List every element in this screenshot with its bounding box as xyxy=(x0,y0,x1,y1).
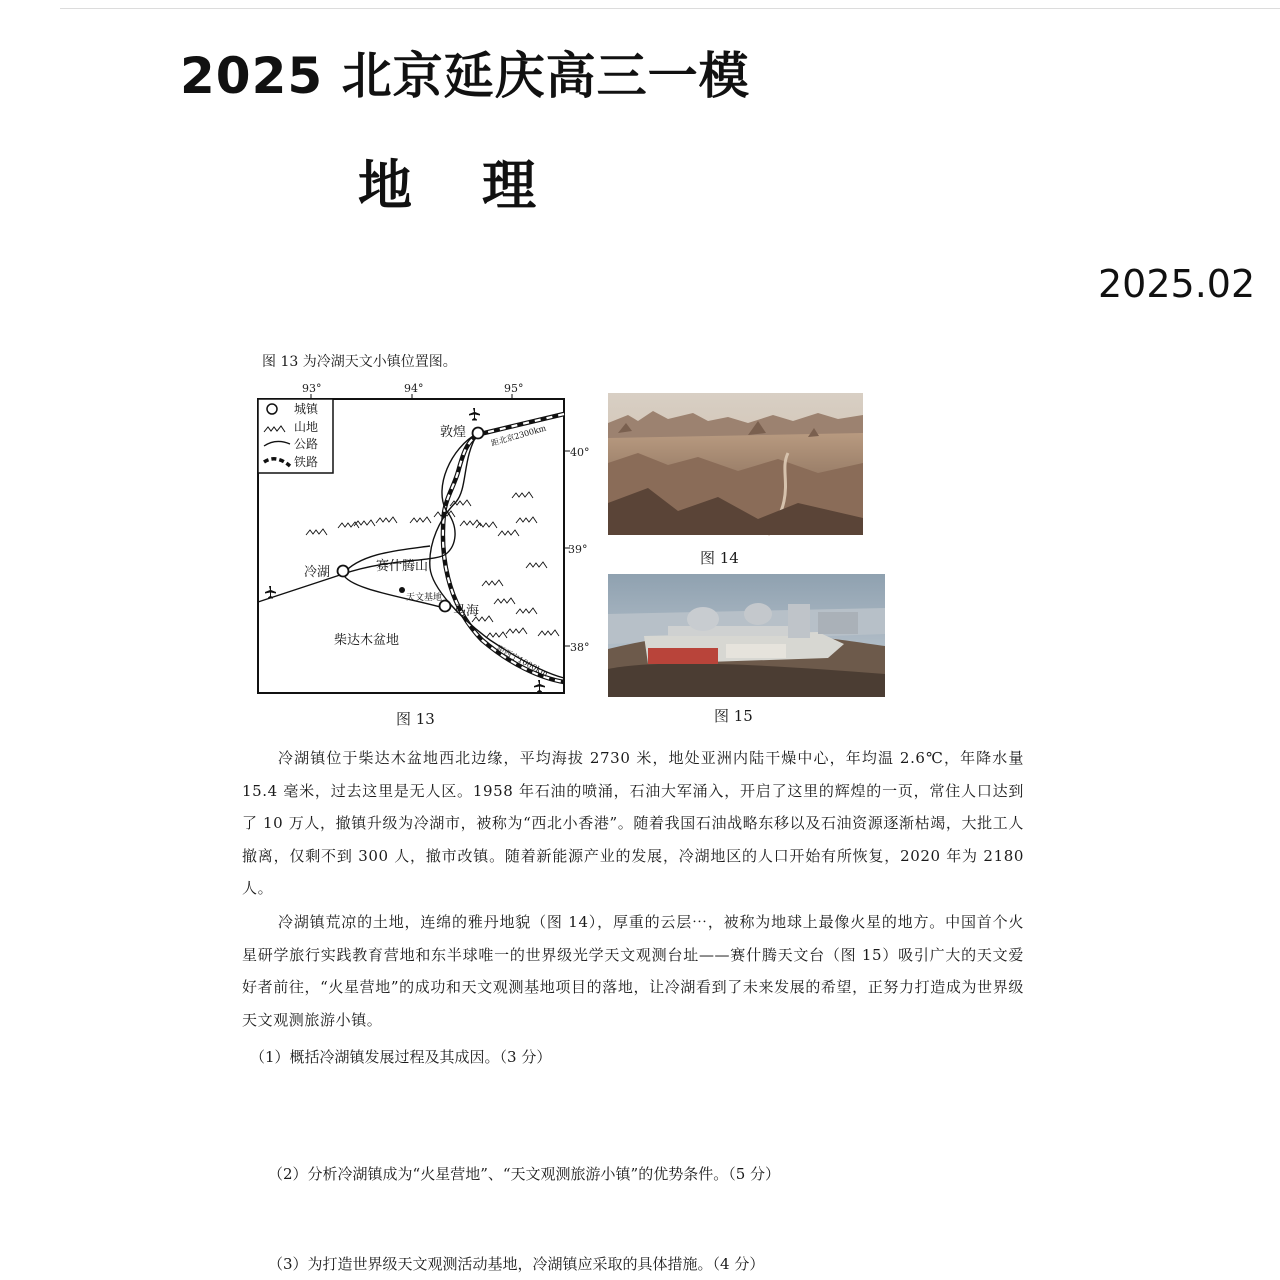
label-dunhuang: 敦煌 xyxy=(440,425,467,440)
question-1: （1）概括冷湖镇发展过程及其成因。（3 分） xyxy=(250,1048,552,1066)
passage-paragraph-1: 冷湖镇位于柴达木盆地西北边缘，平均海拔 2730 米，地处亚洲内陆干燥中心，年均温 2.6℃，年降水量 15.4 毫米，过去这里是无人区。1958 年石油的喷涌，石油大军涌入，开启了这里的辉煌的一页，常住人口达到了 10 万人，撤镇升级为冷湖市，被称为“西北小香港”。随着我国石油战略东移以及石油资源逐渐枯竭，大批工人撤离，仅剩不到 300 人，撤市改镇。随着新能源产业的发展，冷湖地区的人口开始有所恢复，2020 年为 2180 人。 xyxy=(242,749,1024,897)
passage-paragraph-2: 冷湖镇荒凉的土地，连绵的雅丹地貌（图 14），厚重的云层⋯，被称为地球上最像火星的地方。中国首个火星研学旅行实践教育营地和东半球唯一的世界级光学天文观测台址——赛什腾天文台（图 15）吸引广大的天文爱好者前往，“火星营地”的成功和天文观测基地项目的落地，让冷湖看到了未来发展的希望，正努力打造成为世界级天文观测旅游小镇。 xyxy=(242,913,1024,1029)
question-3: （3）为打造世界级天文观测活动基地，冷湖镇应采取的具体措施。（4 分） xyxy=(268,1255,765,1273)
legend-town-label: 城镇 xyxy=(294,402,319,416)
label-distance-xining: 距西宁1000km xyxy=(495,643,550,679)
location-map xyxy=(250,378,590,696)
legend-mountain-label: 山地 xyxy=(294,420,319,434)
lon-label-95: 95° xyxy=(504,382,524,395)
figure-15-caption: 图 15 xyxy=(714,707,753,725)
figure-intro: 图 13 为冷湖天文小镇位置图。 xyxy=(262,354,457,370)
observatory-photo xyxy=(608,574,885,697)
town-lenghu xyxy=(338,566,349,577)
legend-railway-label: 铁路 xyxy=(294,455,319,469)
top-divider xyxy=(60,8,1280,9)
label-saishiteng: 赛什腾山 xyxy=(376,559,429,574)
lon-label-93: 93° xyxy=(302,382,322,395)
figure-14-caption: 图 14 xyxy=(700,549,739,567)
question-2: （2）分析冷湖镇成为“火星营地”、“天文观测旅游小镇”的优势条件。（5 分） xyxy=(268,1165,781,1183)
figure-13-caption: 图 13 xyxy=(396,710,435,728)
lat-label-39: 39° xyxy=(568,543,588,556)
label-lenghu: 冷湖 xyxy=(304,565,331,580)
label-qaidam-basin: 柴达木盆地 xyxy=(334,633,400,648)
lat-label-38: 38° xyxy=(570,641,590,654)
subject-title: 地理 xyxy=(358,154,606,217)
town-dunhuang xyxy=(473,428,484,439)
label-distance-beijing: 距北京2300km xyxy=(490,423,548,448)
label-mahai: 马海 xyxy=(453,604,480,619)
astronomy-base-dot xyxy=(399,587,405,593)
exam-title: 2025 北京延庆高三一模 xyxy=(180,47,750,105)
yardang-landform-photo xyxy=(608,393,863,535)
exam-date: 2025.02 xyxy=(1098,262,1256,306)
lat-label-40: 40° xyxy=(570,446,590,459)
lon-label-94: 94° xyxy=(404,382,424,395)
legend-road-label: 公路 xyxy=(294,437,319,451)
legend-town-symbol xyxy=(267,404,277,414)
label-astronomy-base: 天文基地 xyxy=(406,593,443,603)
